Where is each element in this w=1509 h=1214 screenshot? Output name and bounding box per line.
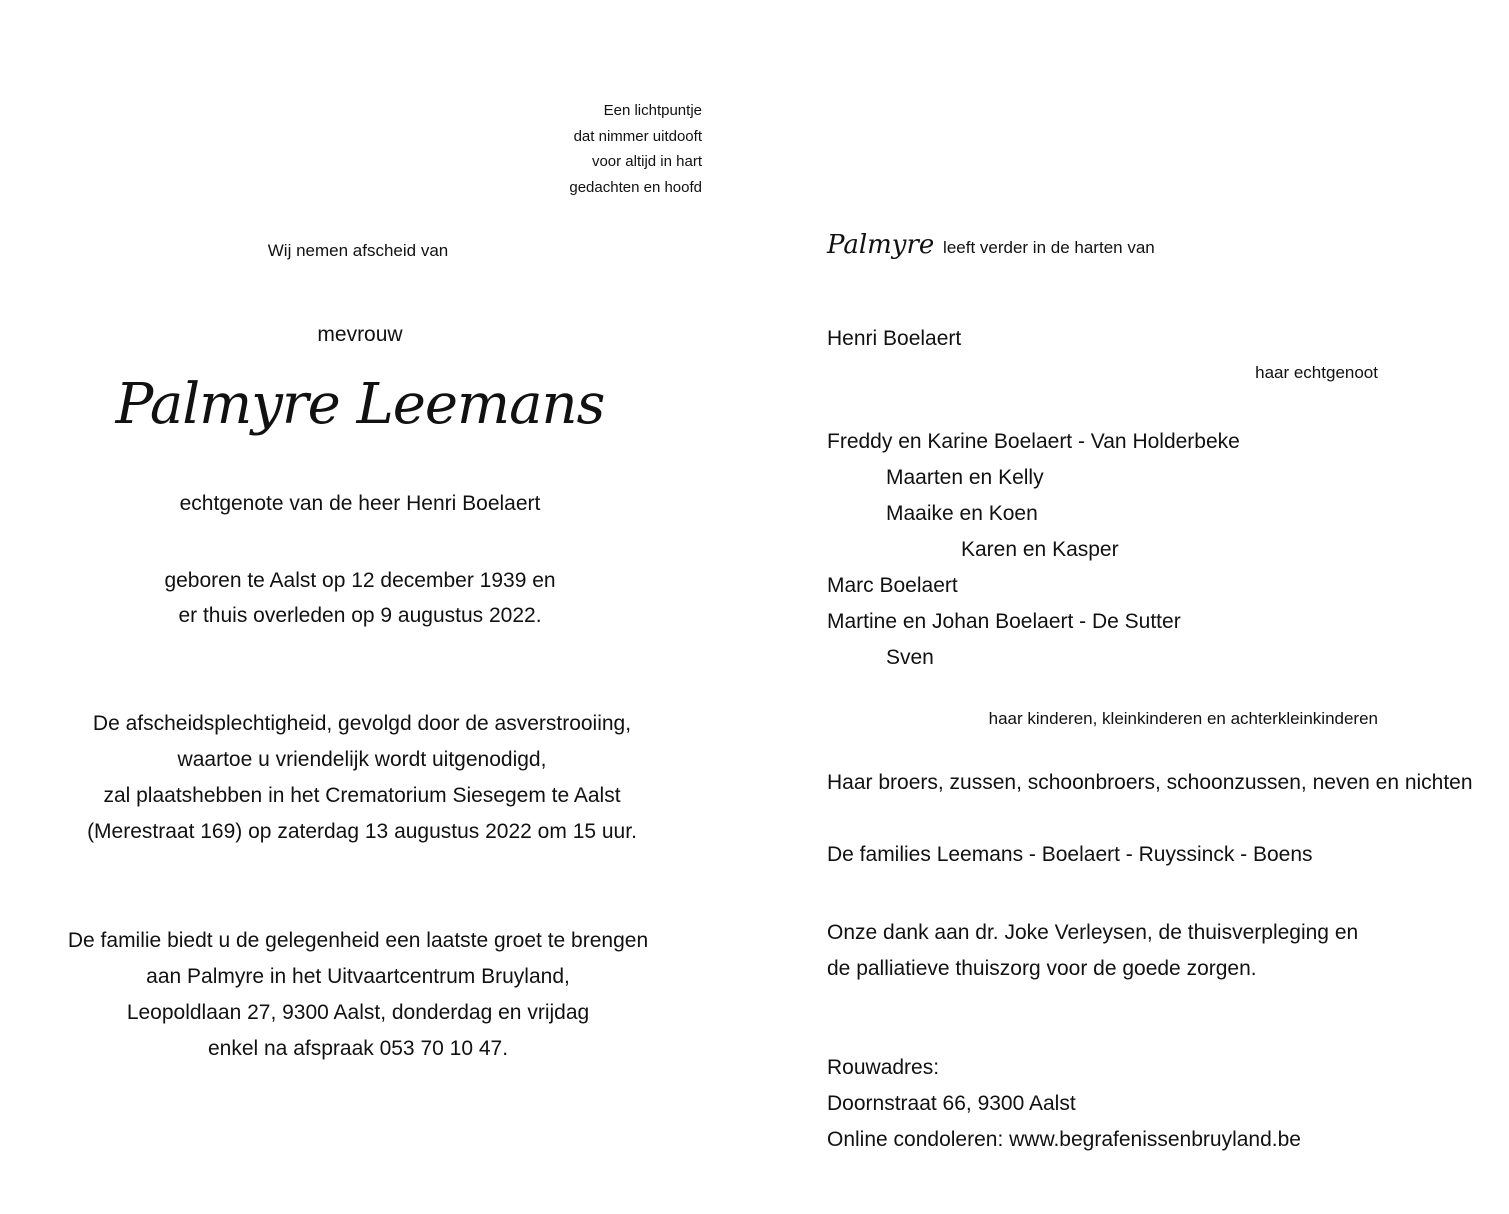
lives-text: leeft verder in de harten van: [943, 238, 1155, 257]
siblings-text: Haar broers, zussen, schoonbroers, schoonzussen, neven en nichten: [827, 771, 1473, 794]
visit-line: aan Palmyre in het Uitvaartcentrum Bruyland,: [146, 965, 570, 988]
poem-line: gedachten en hoofd: [569, 178, 702, 196]
thanks-line: de palliatieve thuiszorg voor de goede zorgen.: [827, 957, 1257, 980]
thanks-line: Onze dank aan dr. Joke Verleysen, de thuisverpleging en: [827, 921, 1359, 944]
dates-block: [60, 563, 660, 633]
husband-name: Henri Boelaert: [827, 327, 962, 350]
ceremony-line: waartoe u vriendelijk wordt uitgenodigd,: [177, 748, 547, 771]
family-member: Maarten en Kelly: [886, 466, 1044, 489]
condolence-link[interactable]: Online condoleren: www.begrafenissenbruyland.be: [827, 1128, 1301, 1151]
poem-line: voor altijd in hart: [591, 153, 702, 170]
family-member: Sven: [886, 646, 934, 669]
husband-role: haar echtgenoot: [1255, 363, 1378, 382]
ceremony-line: zal plaatshebben in het Crematorium Siesegem te Aalst: [103, 784, 621, 807]
address-block: [827, 1050, 1301, 1158]
poem-line: dat nimmer uitdooft: [573, 127, 702, 145]
ceremony-line: (Merestraat 169) op zaterdag 13 augustus 2022 om 15 uur.: [87, 820, 637, 843]
address-label: Rouwadres:: [827, 1056, 940, 1079]
children-role: haar kinderen, kleinkinderen en achterkleinkinderen: [988, 709, 1378, 728]
dates-line: er thuis overleden op 9 augustus 2022.: [178, 604, 542, 627]
ceremony-block: [62, 706, 662, 850]
lives-on-line: [827, 230, 1155, 260]
title-text: mevrouw: [317, 323, 403, 346]
ceremony-line: De afscheidsplechtigheid, gevolgd door de asverstrooiing,: [92, 712, 632, 735]
visit-line: De familie biedt u de gelegenheid een laatste groet te brengen: [67, 929, 649, 952]
poem: [569, 98, 702, 200]
families-text: De families Leemans - Boelaert - Ruyssinck - Boens: [827, 843, 1313, 866]
spouse-text: echtgenote van de heer Henri Boelaert: [179, 492, 541, 515]
family-member: Maaike en Koen: [886, 502, 1038, 525]
family-member: Martine en Johan Boelaert - De Sutter: [827, 610, 1181, 633]
address-street: Doornstraat 66, 9300 Aalst: [827, 1092, 1076, 1115]
intro-text: Wij nemen afscheid van: [267, 241, 449, 260]
family-member: Karen en Kasper: [961, 538, 1119, 561]
visit-line: enkel na afspraak 053 70 10 47.: [207, 1037, 509, 1060]
family-member: Marc Boelaert: [827, 574, 958, 597]
poem-line: Een lichtpuntje: [603, 102, 702, 119]
visit-block: [58, 923, 658, 1067]
thanks-block: [827, 915, 1358, 987]
family-list: [827, 424, 1240, 676]
family-member: Freddy en Karine Boelaert - Van Holderbeke: [827, 430, 1240, 453]
deceased-name: Palmyre Leemans: [115, 372, 605, 437]
visit-line: Leopoldlaan 27, 9300 Aalst, donderdag en vrijdag: [126, 1001, 590, 1024]
lives-name: Palmyre: [827, 230, 935, 260]
dates-line: geboren te Aalst op 12 december 1939 en: [164, 569, 556, 592]
